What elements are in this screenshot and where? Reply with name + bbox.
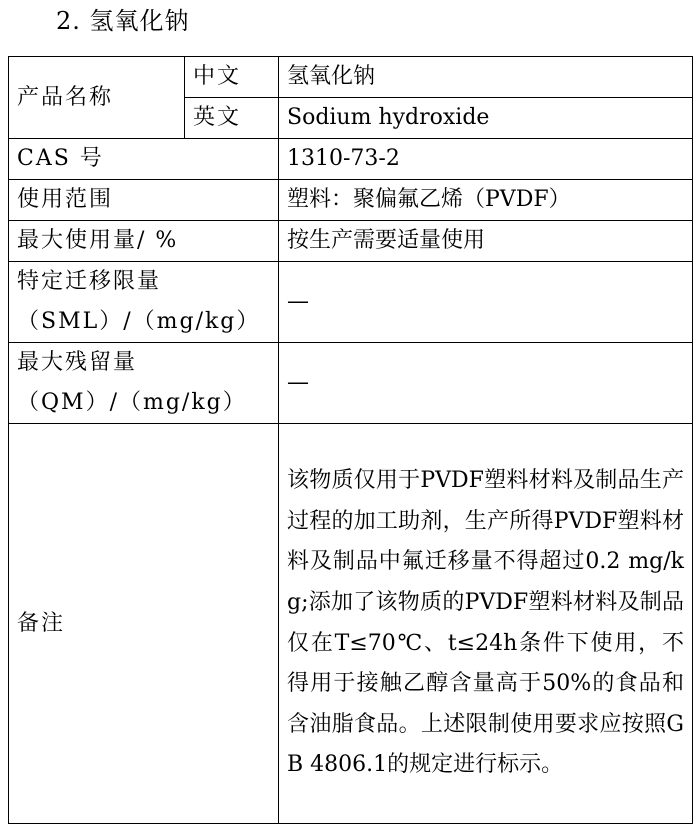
max-usage-value: 按生产需要适量使用 — [279, 221, 693, 262]
table-row — [9, 262, 693, 343]
chinese-name-value: 氢氧化钠 — [279, 57, 693, 98]
sml-value: — — [279, 262, 693, 343]
table-row — [9, 139, 693, 180]
sml-label-line1: 特定迁移限量 — [17, 269, 162, 294]
product-name-label: 产品名称 — [9, 57, 185, 139]
table-row — [9, 180, 693, 221]
qm-value: — — [279, 343, 693, 424]
max-usage-label: 最大使用量/ % — [9, 221, 279, 262]
usage-scope-value: 塑料：聚偏氟乙烯（PVDF） — [279, 180, 693, 221]
sml-label — [9, 262, 279, 343]
table-row — [9, 57, 693, 98]
remarks-label: 备注 — [9, 424, 279, 824]
substance-spec-table — [8, 56, 693, 824]
usage-scope-label: 使用范围 — [9, 180, 279, 221]
section-heading: 2. 氢氧化钠 — [56, 7, 190, 35]
cas-label: CAS 号 — [9, 139, 279, 180]
cas-value: 1310-73-2 — [279, 139, 693, 180]
qm-label-line2: （QM）/（mg/kg） — [17, 390, 247, 415]
sml-label-line2: （SML）/（mg/kg） — [17, 309, 261, 334]
qm-label — [9, 343, 279, 424]
table-row — [9, 221, 693, 262]
table-row — [9, 343, 693, 424]
qm-label-line1: 最大残留量 — [17, 350, 138, 375]
table-row — [9, 424, 693, 824]
english-name-value: Sodium hydroxide — [279, 98, 693, 139]
english-name-label: 英文 — [185, 98, 279, 139]
remarks-value: 该物质仅用于PVDF塑料材料及制品生产过程的加工助剂，生产所得PVDF塑料材料及制品中氟迁移量不得超过0.2 mg/kg;添加了该物质的PVDF塑料材料及制品仅在T≤70℃、t≤24h条件下使用，不得用于接触乙醇含量高于50%的食品和含油脂食品。上述限制使用要求应按照GB 4806.1的规定进行标示。 — [279, 424, 693, 824]
chinese-name-label: 中文 — [185, 57, 279, 98]
